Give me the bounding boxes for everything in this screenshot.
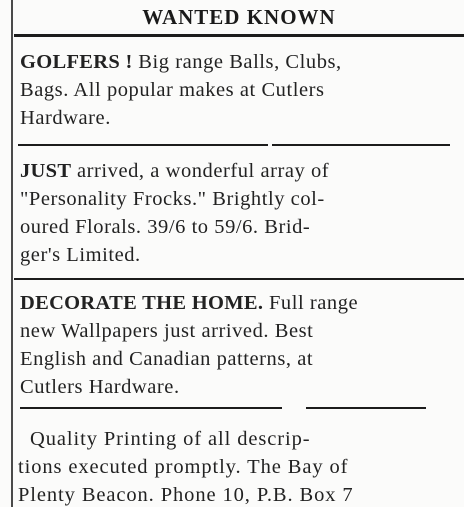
divider-rule [272,144,450,146]
column-left-rule [11,0,13,507]
ad-lead: JUST [20,160,72,182]
divider-rule [18,144,268,146]
ad-line [20,157,464,185]
ad-line: Plenty Beacon. Phone 10, P.B. Box 7 [18,484,354,506]
ad-line: Cutlers Hardware. [20,376,180,398]
ad-line: Hardware. [20,107,111,129]
divider-rule [20,407,282,409]
ad-line: new Wallpapers just arrived. Best [20,320,314,342]
ad-line: English and Canadian patterns, at [20,348,314,370]
ad-text: Big range Balls, Clubs, [132,51,342,73]
column-heading: WANTED KNOWN [142,5,336,29]
ad-line: oured Florals. 39/6 to 59/6. Brid- [20,216,311,238]
ad-text: Full range [263,292,359,314]
divider-rule [14,278,464,280]
ad-text: arrived, a wonderful array of [71,160,330,182]
ad-lead: DECORATE THE HOME. [20,292,264,314]
ad-line: Quality Printing of all descrip- [18,428,311,450]
ad-line: tions executed promptly. The Bay of [18,456,349,478]
ad-line [20,289,464,317]
ad-decorate [20,289,464,401]
ad-golfers [20,48,464,132]
ad-line: "Personality Frocks." Brightly col- [20,188,325,210]
heading-rule [14,34,464,37]
ad-line: Bags. All popular makes at Cutlers [20,79,325,101]
ad-lead: GOLFERS ! [20,51,133,73]
ad-line: ger's Limited. [20,244,141,266]
ad-frocks [20,157,464,269]
ad-printing [18,425,462,509]
ad-line [20,48,464,76]
divider-rule [306,407,426,409]
